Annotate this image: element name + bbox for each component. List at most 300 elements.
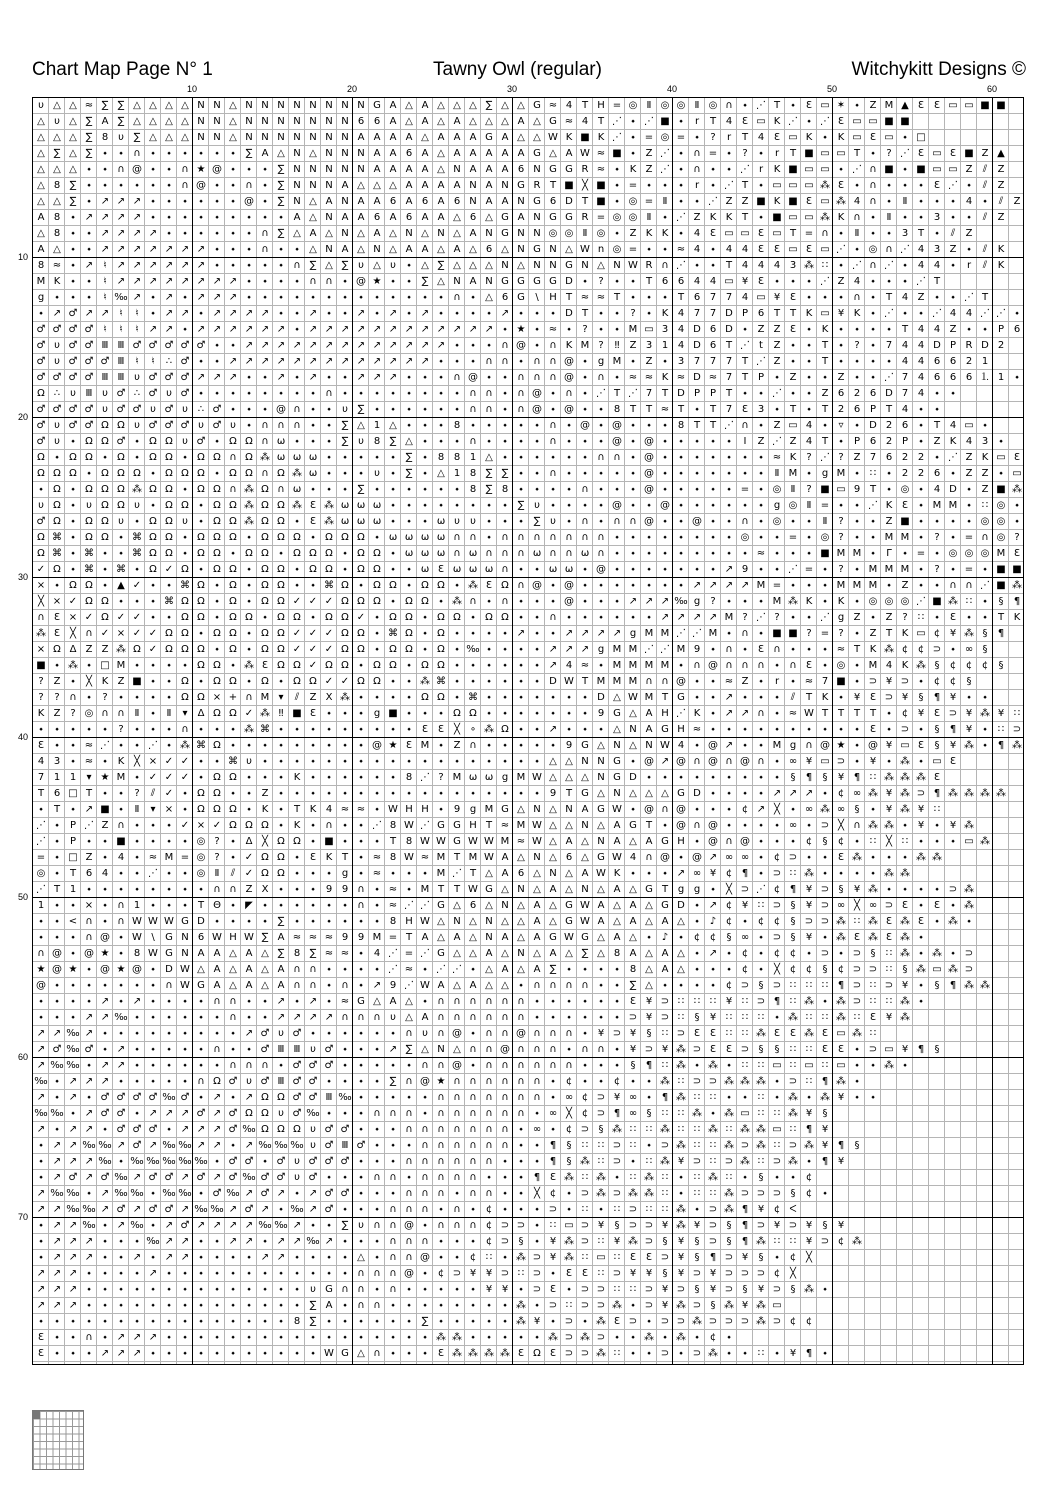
chart-symbol: @ (609, 418, 625, 434)
chart-symbol: ↗ (705, 578, 721, 594)
chart-symbol: ⬩ (609, 546, 625, 562)
chart-symbol: ⋰ (97, 738, 113, 754)
chart-symbol: ⬩ (481, 1298, 497, 1314)
chart-symbol: T (561, 290, 577, 306)
chart-symbol: 4 (913, 322, 929, 338)
chart-symbol: ⬩ (961, 498, 977, 514)
chart-symbol: υ (273, 1026, 289, 1042)
chart-symbol: ⊃ (817, 898, 833, 914)
chart-symbol: ⬩ (689, 914, 705, 930)
chart-symbol: N (577, 754, 593, 770)
chart-symbol: ⬩ (193, 1042, 209, 1058)
chart-symbol: ⬩ (401, 274, 417, 290)
chart-symbol: ♂ (305, 1058, 321, 1074)
chart-symbol: ∷ (801, 1074, 817, 1090)
chart-symbol: D (193, 914, 209, 930)
chart-symbol: ⬩ (225, 258, 241, 274)
chart-symbol: ⬩ (113, 690, 129, 706)
chart-symbol: T (897, 322, 913, 338)
chart-symbol: M (417, 738, 433, 754)
chart-symbol: Ω (273, 466, 289, 482)
chart-symbol: Δ (65, 642, 81, 658)
chart-symbol: ⬩ (145, 1010, 161, 1026)
chart-symbol: G (609, 706, 625, 722)
chart-symbol: ⬩ (225, 1042, 241, 1058)
chart-symbol: ✓ (289, 642, 305, 658)
chart-symbol: G (609, 754, 625, 770)
chart-symbol: G (353, 994, 369, 1010)
chart-symbol: ∩ (497, 1090, 513, 1106)
chart-symbol: @ (449, 1026, 465, 1042)
chart-symbol: ∑ (273, 226, 289, 242)
chart-symbol: △ (449, 946, 465, 962)
chart-symbol: △ (417, 258, 433, 274)
chart-symbol: N (449, 914, 465, 930)
chart-symbol: ∷ (577, 1202, 593, 1218)
chart-symbol: △ (145, 98, 161, 114)
chart-symbol: Ɛ (801, 658, 817, 674)
chart-symbol: ⬩ (769, 834, 785, 850)
chart-symbol: Z (641, 162, 657, 178)
chart-symbol: ⬩ (257, 210, 273, 226)
chart-symbol: ⁂ (689, 1106, 705, 1122)
chart-symbol: ⬩ (257, 610, 273, 626)
chart-symbol: ¢ (801, 962, 817, 978)
chart-symbol: ◎ (769, 482, 785, 498)
chart-symbol: Z (849, 450, 865, 466)
chart-symbol: A (577, 802, 593, 818)
chart-symbol: = (673, 130, 689, 146)
chart-symbol: Ω (161, 626, 177, 642)
chart-symbol: Z (993, 162, 1009, 178)
chart-symbol: 7 (865, 450, 881, 466)
chart-symbol: ⬩ (753, 818, 769, 834)
chart-symbol: ∑ (545, 962, 561, 978)
chart-symbol: ⬩ (801, 946, 817, 962)
chart-symbol: ∷ (817, 978, 833, 994)
chart-symbol: ♂ (257, 1170, 273, 1186)
chart-symbol: ⬩ (97, 850, 113, 866)
chart-symbol: ⬩ (33, 994, 49, 1010)
chart-symbol: Ω (353, 546, 369, 562)
chart-symbol: ↗ (97, 994, 113, 1010)
chart-symbol: ⬩ (225, 1138, 241, 1154)
chart-symbol: ⬩ (49, 1330, 65, 1346)
chart-symbol: ⬩ (737, 1346, 753, 1362)
chart-symbol: T (785, 306, 801, 322)
chart-symbol: ♂ (129, 1090, 145, 1106)
chart-symbol: ⬩ (609, 322, 625, 338)
chart-symbol: ⬩ (385, 1138, 401, 1154)
chart-symbol: Ω (177, 610, 193, 626)
chart-symbol: ⬩ (193, 674, 209, 690)
chart-symbol: ♂ (33, 434, 49, 450)
chart-symbol: P (865, 402, 881, 418)
chart-symbol: ⬩ (673, 226, 689, 242)
chart-symbol: ⬩ (689, 1330, 705, 1346)
chart-symbol: ⬩ (209, 1298, 225, 1314)
chart-symbol: Ω (193, 466, 209, 482)
chart-symbol: ↗ (225, 274, 241, 290)
chart-symbol: ⬩ (849, 322, 865, 338)
chart-symbol: ∩ (433, 1170, 449, 1186)
chart-symbol: ¥ (849, 690, 865, 706)
chart-symbol: ⁂ (865, 930, 881, 946)
chart-symbol: A (481, 178, 497, 194)
chart-symbol: ⬩ (673, 1170, 689, 1186)
chart-symbol: ⬩ (577, 450, 593, 466)
chart-symbol: ⬩ (785, 642, 801, 658)
chart-symbol: ⬩ (369, 1330, 385, 1346)
chart-symbol: T (817, 706, 833, 722)
chart-symbol: ? (737, 610, 753, 626)
chart-symbol: ⬩ (529, 642, 545, 658)
chart-symbol: ⬩ (529, 626, 545, 642)
chart-symbol: § (785, 1186, 801, 1202)
chart-symbol: ⬩ (81, 466, 97, 482)
chart-symbol: ⬩ (833, 690, 849, 706)
chart-symbol: H (401, 802, 417, 818)
chart-symbol: ■ (561, 178, 577, 194)
chart-symbol: ⬩ (273, 546, 289, 562)
chart-symbol: A (657, 946, 673, 962)
chart-symbol: ⬩ (561, 498, 577, 514)
chart-symbol: ↗ (321, 1234, 337, 1250)
chart-symbol: ∩ (353, 1282, 369, 1298)
chart-symbol: ⬩ (753, 738, 769, 754)
chart-symbol: ⁂ (593, 1346, 609, 1362)
chart-symbol: ¥ (881, 802, 897, 818)
chart-symbol: ⁂ (801, 994, 817, 1010)
chart-symbol: ∷ (657, 1058, 673, 1074)
chart-symbol: ↗ (129, 1202, 145, 1218)
chart-symbol: Ω (401, 594, 417, 610)
chart-symbol: N (337, 130, 353, 146)
chart-symbol: ⬩ (65, 1314, 81, 1330)
chart-symbol: ⬩ (177, 146, 193, 162)
chart-symbol: ⬩ (481, 786, 497, 802)
chart-symbol: ∷ (753, 1090, 769, 1106)
chart-symbol: ⬩ (417, 466, 433, 482)
chart-symbol: ⬩ (289, 1250, 305, 1266)
chart-symbol: ♂ (289, 1106, 305, 1122)
chart-symbol: ⬩ (849, 658, 865, 674)
chart-symbol: ⬩ (497, 322, 513, 338)
chart-symbol: ⬩ (97, 450, 113, 466)
chart-symbol: ∩ (721, 642, 737, 658)
chart-symbol: ⬩ (577, 274, 593, 290)
chart-symbol: ⬩ (49, 738, 65, 754)
chart-symbol: W (177, 962, 193, 978)
chart-symbol: △ (433, 162, 449, 178)
chart-symbol: ω (305, 466, 321, 482)
chart-symbol: ⬩ (305, 770, 321, 786)
chart-symbol: W (657, 738, 673, 754)
chart-symbol: ■ (913, 162, 929, 178)
chart-symbol: ⬩ (81, 242, 97, 258)
chart-symbol: ↗ (113, 194, 129, 210)
chart-symbol: ⁂ (913, 658, 929, 674)
chart-symbol: ⬩ (689, 130, 705, 146)
chart-symbol: = (33, 850, 49, 866)
chart-symbol: ↗ (369, 354, 385, 370)
chart-symbol: × (33, 578, 49, 594)
chart-symbol: 8 (289, 1314, 305, 1330)
chart-symbol: ↗ (673, 610, 689, 626)
chart-symbol: G (433, 946, 449, 962)
chart-symbol: ⬩ (705, 162, 721, 178)
chart-symbol: ↗ (417, 338, 433, 354)
chart-symbol: ⁂ (657, 1074, 673, 1090)
chart-symbol: ⬩ (737, 386, 753, 402)
chart-symbol: ¥ (673, 1266, 689, 1282)
chart-symbol: ↗ (81, 1010, 97, 1026)
chart-symbol: ∩ (529, 1058, 545, 1074)
chart-symbol: ⬩ (81, 274, 97, 290)
chart-symbol: ⬩ (241, 274, 257, 290)
chart-symbol: △ (33, 226, 49, 242)
chart-symbol: ⊃ (689, 1266, 705, 1282)
chart-symbol: ⬩ (769, 1170, 785, 1186)
chart-symbol: ▭ (945, 98, 961, 114)
chart-symbol: ↗ (417, 306, 433, 322)
chart-symbol: ∩ (433, 1010, 449, 1026)
chart-symbol: ⬩ (161, 1314, 177, 1330)
chart-symbol: ↗ (385, 354, 401, 370)
chart-symbol: ? (209, 834, 225, 850)
chart-symbol: ∩ (513, 386, 529, 402)
chart-symbol: ⬩ (81, 1346, 97, 1362)
chart-symbol: ⊃ (529, 1250, 545, 1266)
chart-symbol: ⬩ (449, 690, 465, 706)
chart-symbol: ¶ (769, 994, 785, 1010)
chart-symbol: ⒈ (977, 370, 993, 386)
chart-symbol: ∩ (513, 402, 529, 418)
chart-symbol: ⬩ (497, 434, 513, 450)
chart-symbol: @ (641, 466, 657, 482)
chart-symbol: ⬩ (369, 1138, 385, 1154)
chart-symbol: ∷ (721, 1010, 737, 1026)
chart-symbol: Δ (241, 834, 257, 850)
chart-symbol: ⬩ (689, 834, 705, 850)
chart-symbol: ⬩ (609, 978, 625, 994)
chart-symbol: 2 (993, 338, 1009, 354)
chart-symbol: A (465, 226, 481, 242)
chart-symbol: 3 (785, 258, 801, 274)
chart-symbol: ⬩ (497, 1186, 513, 1202)
chart-symbol: ‼ (609, 338, 625, 354)
chart-symbol: ⬩ (65, 738, 81, 754)
chart-symbol: ⬩ (193, 1186, 209, 1202)
chart-symbol: △ (65, 98, 81, 114)
chart-symbol: ≈ (673, 242, 689, 258)
chart-symbol: ⬩ (113, 546, 129, 562)
chart-symbol: r (753, 162, 769, 178)
chart-symbol: ∞ (961, 642, 977, 658)
chart-symbol: ⬩ (417, 1282, 433, 1298)
chart-symbol: ¥ (465, 1266, 481, 1282)
chart-symbol: ⬩ (401, 306, 417, 322)
chart-symbol: ⬩ (417, 370, 433, 386)
chart-symbol: G (577, 786, 593, 802)
chart-symbol: Ɛ (561, 1266, 577, 1282)
chart-symbol: ⬩ (49, 1122, 65, 1138)
chart-symbol: ♂ (177, 338, 193, 354)
chart-symbol: △ (145, 130, 161, 146)
chart-symbol: ? (593, 274, 609, 290)
chart-symbol: υ (385, 258, 401, 274)
chart-symbol: ⊃ (817, 882, 833, 898)
chart-symbol: ♂ (225, 1170, 241, 1186)
chart-symbol: △ (49, 98, 65, 114)
chart-symbol: ∩ (289, 402, 305, 418)
chart-symbol: ⊃ (513, 1218, 529, 1234)
chart-symbol: ⋰ (673, 626, 689, 642)
chart-symbol: ¥ (913, 706, 929, 722)
chart-symbol: Ɛ (641, 1250, 657, 1266)
chart-symbol: ∩ (961, 578, 977, 594)
chart-symbol: T (641, 818, 657, 834)
chart-symbol: ⬩ (529, 1298, 545, 1314)
chart-symbol: ⬩ (97, 578, 113, 594)
chart-symbol: g (465, 802, 481, 818)
chart-symbol: ♂ (65, 306, 81, 322)
chart-symbol: ∩ (561, 1058, 577, 1074)
chart-symbol: ⊃ (881, 690, 897, 706)
chart-symbol: ∩ (401, 1202, 417, 1218)
chart-symbol: H (401, 914, 417, 930)
chart-symbol: ∩ (865, 194, 881, 210)
chart-symbol: ⬩ (417, 642, 433, 658)
chart-symbol: ⬩ (529, 674, 545, 690)
chart-symbol: ⁂ (961, 898, 977, 914)
chart-symbol: Ɛ (689, 1026, 705, 1042)
chart-symbol: ♂ (33, 370, 49, 386)
chart-symbol: ⬩ (497, 626, 513, 642)
chart-symbol: ♂ (113, 1106, 129, 1122)
chart-symbol: § (929, 722, 945, 738)
chart-symbol: ⬩ (673, 194, 689, 210)
chart-symbol: Ω (225, 514, 241, 530)
chart-symbol: N (321, 114, 337, 130)
chart-symbol: ⬩ (401, 562, 417, 578)
chart-symbol: ◎ (833, 658, 849, 674)
chart-symbol: ⬩ (81, 1090, 97, 1106)
chart-symbol: = (385, 930, 401, 946)
chart-symbol: ∷ (865, 770, 881, 786)
chart-symbol: ⊃ (641, 1042, 657, 1058)
chart-symbol: ⁂ (961, 978, 977, 994)
chart-symbol: ⬩ (113, 1298, 129, 1314)
chart-symbol: ¥ (545, 1250, 561, 1266)
chart-symbol: ⬩ (321, 1218, 337, 1234)
chart-symbol: M (865, 658, 881, 674)
chart-symbol: ⬩ (897, 546, 913, 562)
chart-symbol: ≈ (49, 258, 65, 274)
chart-symbol: A (465, 162, 481, 178)
chart-symbol: ⬩ (129, 562, 145, 578)
chart-symbol: A (241, 978, 257, 994)
chart-symbol: § (833, 882, 849, 898)
chart-symbol: Ω (433, 578, 449, 594)
chart-symbol: ∷ (705, 1186, 721, 1202)
chart-symbol: ⬩ (433, 498, 449, 514)
chart-symbol: ⬩ (145, 882, 161, 898)
chart-symbol: A (593, 914, 609, 930)
chart-symbol: υ (417, 1026, 433, 1042)
chart-symbol: ⬩ (177, 882, 193, 898)
chart-symbol: ω (401, 546, 417, 562)
chart-symbol: ↗ (273, 1186, 289, 1202)
chart-symbol: ⬩ (561, 514, 577, 530)
chart-symbol: Z (865, 626, 881, 642)
chart-symbol: Z (241, 882, 257, 898)
chart-symbol: ? (209, 850, 225, 866)
chart-symbol: ⬩ (417, 290, 433, 306)
chart-symbol: ⬩ (433, 290, 449, 306)
chart-symbol: K (33, 706, 49, 722)
chart-symbol: G (657, 834, 673, 850)
chart-symbol: N (257, 130, 273, 146)
chart-symbol: ⁂ (673, 1330, 689, 1346)
chart-symbol: ∩ (433, 1106, 449, 1122)
chart-symbol: ⊃ (577, 1218, 593, 1234)
chart-symbol: ■ (129, 674, 145, 690)
chart-symbol: ∩ (113, 898, 129, 914)
chart-symbol: Ɛ (929, 770, 945, 786)
chart-symbol: § (929, 738, 945, 754)
chart-symbol: ⬩ (353, 1042, 369, 1058)
chart-symbol: 4 (33, 754, 49, 770)
chart-symbol: ∩ (721, 658, 737, 674)
chart-symbol: N (609, 738, 625, 754)
chart-symbol: Ω (289, 530, 305, 546)
chart-symbol: Ω (193, 658, 209, 674)
chart-symbol: ⬩ (97, 562, 113, 578)
chart-symbol: ⁂ (513, 1298, 529, 1314)
chart-symbol: ∩ (81, 930, 97, 946)
chart-symbol: @ (705, 818, 721, 834)
chart-symbol: 7 (721, 402, 737, 418)
chart-symbol: ∑ (81, 146, 97, 162)
chart-symbol: ⁂ (561, 1234, 577, 1250)
chart-symbol: × (81, 898, 97, 914)
chart-symbol: ⬩ (65, 1106, 81, 1122)
pattern-title: Tawny Owl (regular) (433, 58, 602, 82)
chart-symbol: ▭ (785, 242, 801, 258)
chart-symbol: ⬩ (321, 1026, 337, 1042)
chart-symbol: § (817, 834, 833, 850)
chart-symbol: ∷ (689, 1122, 705, 1138)
chart-symbol: ∑ (113, 114, 129, 130)
chart-symbol: Z (753, 434, 769, 450)
chart-symbol: ⬩ (129, 1058, 145, 1074)
chart-symbol: A (369, 162, 385, 178)
chart-symbol: A (385, 146, 401, 162)
chart-symbol: Ω (33, 530, 49, 546)
chart-symbol: ⬩ (865, 306, 881, 322)
chart-symbol: ⋰ (769, 434, 785, 450)
chart-symbol: ♮ (97, 258, 113, 274)
chart-symbol: ∩ (481, 546, 497, 562)
chart-symbol: ■ (977, 98, 993, 114)
chart-symbol: υ (289, 1154, 305, 1170)
chart-symbol: ↗ (497, 306, 513, 322)
chart-symbol: ⬩ (689, 434, 705, 450)
chart-symbol: ⬩ (881, 322, 897, 338)
chart-symbol: ¥ (881, 738, 897, 754)
chart-symbol: ⬩ (561, 466, 577, 482)
